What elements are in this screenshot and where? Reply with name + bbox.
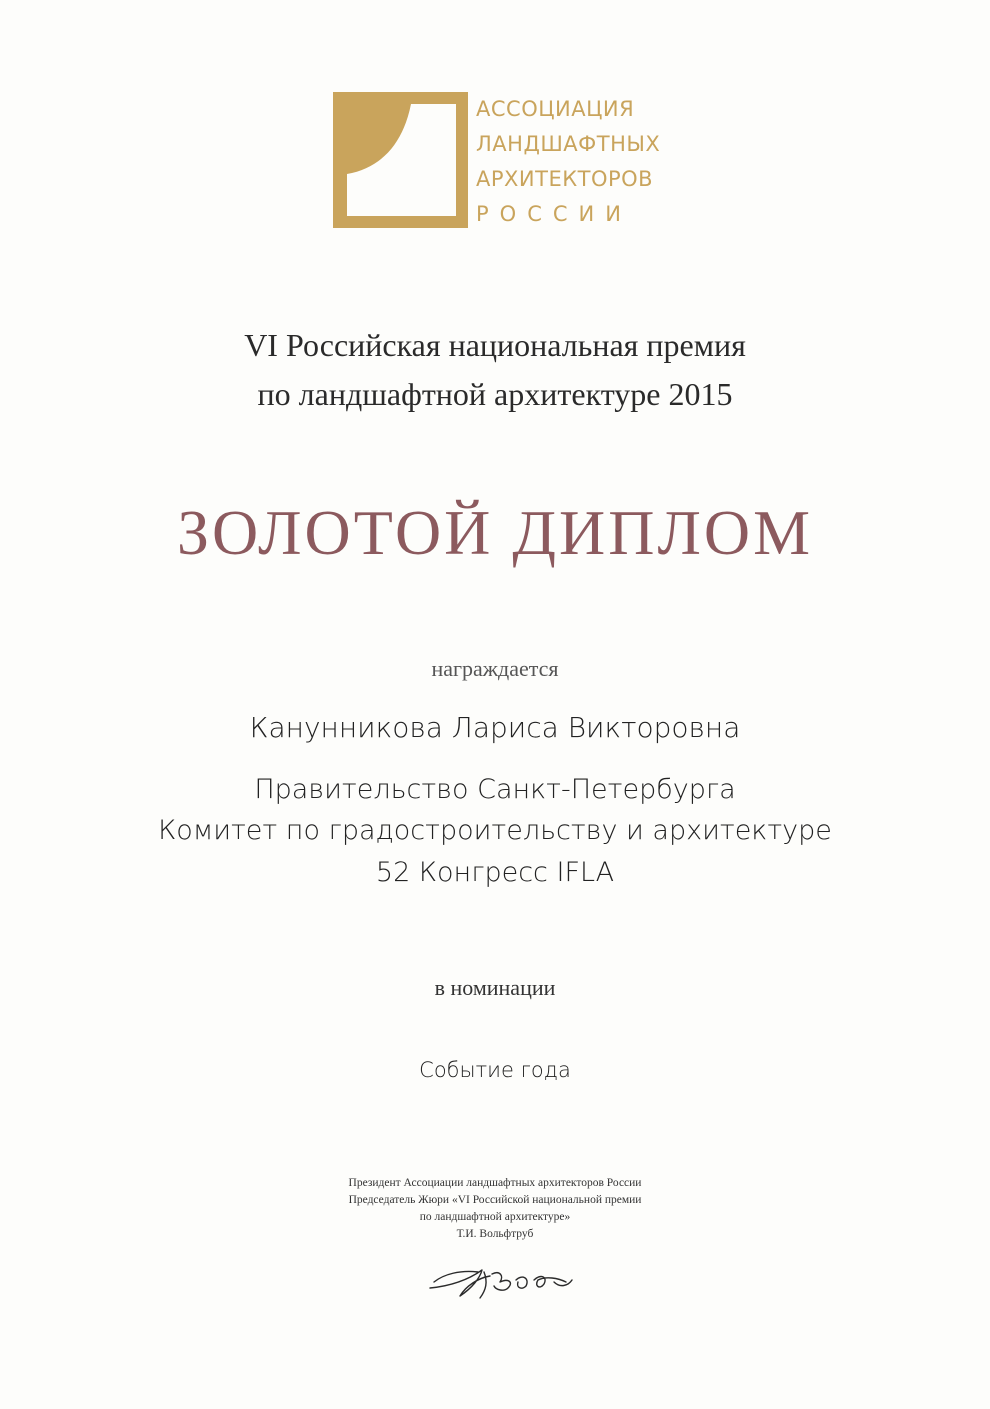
prize-title-line-1: VI Российская национальная премия: [244, 327, 746, 363]
recipient-name: Канунникова Лариса Викторовна: [249, 711, 741, 744]
association-logo-icon: [333, 92, 468, 228]
awarded-label: награждается: [431, 656, 559, 681]
signatory-name: Т.И. Вольфтруб: [456, 1228, 534, 1240]
organization-line-1: Правительство Санкт-Петербурга: [254, 774, 736, 805]
signatory-line-2: Председатель Жюри «VI Российской национальной премии: [348, 1194, 642, 1206]
signatory-line-3: по ландшафтной архитектуре»: [419, 1211, 571, 1223]
logo-line-4: РОССИИ: [476, 202, 632, 226]
association-logo-text: [476, 92, 676, 232]
handwritten-signature: [420, 1252, 580, 1304]
logo-line-3: АРХИТЕКТОРОВ: [476, 167, 654, 191]
organization-line-3: 52 Конгресс IFLA: [375, 857, 615, 888]
logo-line-1: АССОЦИАЦИЯ: [476, 97, 635, 121]
signatory-line-1: Президент Ассоциации ландшафтных архитекторов России: [348, 1177, 642, 1189]
diploma-title: ЗОЛОТОЙ ДИПЛОМ: [176, 497, 814, 568]
prize-title-line-2: по ландшафтной архитектуре 2015: [257, 376, 733, 412]
nomination-label: в номинации: [434, 975, 556, 1000]
organization-line-2: Комитет по градостроительству и архитектуре: [158, 815, 832, 846]
logo-line-2: ЛАНДШАФТНЫХ: [476, 132, 661, 156]
nomination-value: Событие года: [419, 1058, 571, 1082]
